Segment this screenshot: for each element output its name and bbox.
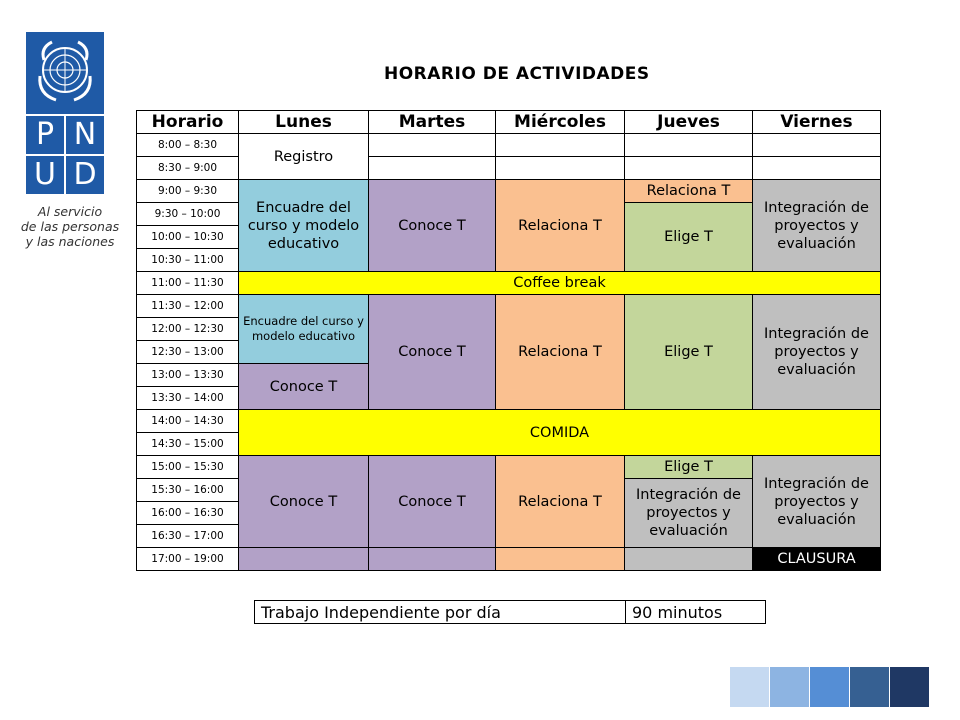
un-emblem-icon bbox=[26, 32, 104, 114]
table-row bbox=[137, 134, 881, 157]
empty-cell bbox=[625, 134, 753, 157]
time-cell: 15:30 – 16:00 bbox=[137, 479, 239, 502]
encuadre-cell: Encuadre del curso y modelo educativo bbox=[239, 180, 369, 272]
time-cell: 8:30 – 9:00 bbox=[137, 157, 239, 180]
integracion-cell: Integración de proyectos y evaluación bbox=[625, 479, 753, 548]
comida-cell: COMIDA bbox=[239, 410, 881, 456]
time-cell: 10:30 – 11:00 bbox=[137, 249, 239, 272]
time-cell: 14:30 – 15:00 bbox=[137, 433, 239, 456]
relaciona-cell: Relaciona T bbox=[496, 295, 625, 410]
relaciona-cell: Relaciona T bbox=[625, 180, 753, 203]
empty-cell bbox=[753, 134, 881, 157]
table-row bbox=[137, 180, 881, 203]
tagline-line-3: y las naciones bbox=[25, 234, 115, 249]
purple-cell bbox=[239, 548, 369, 571]
header-lunes: Lunes bbox=[239, 111, 369, 134]
time-cell: 9:30 – 10:00 bbox=[137, 203, 239, 226]
clausura-cell: CLAUSURA bbox=[753, 548, 881, 571]
time-cell: 11:30 – 12:00 bbox=[137, 295, 239, 318]
elige-cell: Elige T bbox=[625, 295, 753, 410]
integracion-cell: Integración de proyectos y evaluación bbox=[753, 180, 881, 272]
header-jueves: Jueves bbox=[625, 111, 753, 134]
registro-cell: Registro bbox=[239, 134, 369, 180]
tagline-line-2: de las personas bbox=[20, 219, 120, 234]
elige-cell: Elige T bbox=[625, 203, 753, 272]
header-row bbox=[137, 111, 881, 134]
purple-cell bbox=[369, 548, 496, 571]
empty-cell bbox=[369, 157, 496, 180]
elige-cell: Elige T bbox=[625, 456, 753, 479]
conoce-cell: Conoce T bbox=[369, 456, 496, 548]
summary-label: Trabajo Independiente por día bbox=[255, 601, 626, 624]
table-row bbox=[137, 456, 881, 479]
empty-cell bbox=[625, 157, 753, 180]
time-cell: 12:00 – 12:30 bbox=[137, 318, 239, 341]
summary-table bbox=[254, 600, 766, 624]
time-cell: 10:00 – 10:30 bbox=[137, 226, 239, 249]
logo-tagline bbox=[20, 204, 120, 249]
empty-cell bbox=[369, 134, 496, 157]
time-cell: 9:00 – 9:30 bbox=[137, 180, 239, 203]
page-title: HORARIO DE ACTIVIDADES bbox=[384, 64, 650, 84]
gray-cell bbox=[625, 548, 753, 571]
integracion-cell: Integración de proyectos y evaluación bbox=[753, 295, 881, 410]
orange-cell bbox=[496, 548, 625, 571]
conoce-cell: Conoce T bbox=[369, 295, 496, 410]
time-cell: 11:00 – 11:30 bbox=[137, 272, 239, 295]
square-4 bbox=[850, 667, 889, 707]
header-viernes: Viernes bbox=[753, 111, 881, 134]
table-row bbox=[137, 548, 881, 571]
time-cell: 15:00 – 15:30 bbox=[137, 456, 239, 479]
empty-cell bbox=[496, 157, 625, 180]
integracion-cell: Integración de proyectos y evaluación bbox=[753, 456, 881, 548]
time-cell: 12:30 – 13:00 bbox=[137, 341, 239, 364]
square-5 bbox=[890, 667, 929, 707]
schedule-table bbox=[136, 110, 881, 571]
time-cell: 13:00 – 13:30 bbox=[137, 364, 239, 387]
header-miercoles: Miércoles bbox=[496, 111, 625, 134]
logo-letter-n: N bbox=[66, 116, 104, 154]
square-2 bbox=[770, 667, 809, 707]
conoce-cell: Conoce T bbox=[239, 364, 369, 410]
relaciona-cell: Relaciona T bbox=[496, 456, 625, 548]
logo-letter-u: U bbox=[26, 156, 64, 194]
un-emblem bbox=[26, 32, 104, 114]
empty-cell bbox=[496, 134, 625, 157]
empty-cell bbox=[753, 157, 881, 180]
time-cell: 16:00 – 16:30 bbox=[137, 502, 239, 525]
header-horario: Horario bbox=[137, 111, 239, 134]
encuadre-cell: Encuadre del curso y modelo educativo bbox=[239, 295, 369, 364]
header-martes: Martes bbox=[369, 111, 496, 134]
conoce-cell: Conoce T bbox=[369, 180, 496, 272]
time-cell: 17:00 – 19:00 bbox=[137, 548, 239, 571]
time-cell: 13:30 – 14:00 bbox=[137, 387, 239, 410]
time-cell: 14:00 – 14:30 bbox=[137, 410, 239, 433]
table-row bbox=[137, 410, 881, 433]
summary-row bbox=[255, 601, 766, 624]
summary-value: 90 minutos bbox=[626, 601, 766, 624]
relaciona-cell: Relaciona T bbox=[496, 180, 625, 272]
table-row bbox=[137, 295, 881, 318]
table-row bbox=[137, 272, 881, 295]
tagline-line-1: Al servicio bbox=[37, 204, 103, 219]
coffee-break-cell: Coffee break bbox=[239, 272, 881, 295]
square-1 bbox=[730, 667, 769, 707]
time-cell: 16:30 – 17:00 bbox=[137, 525, 239, 548]
logo-letter-p: P bbox=[26, 116, 64, 154]
logo-letter-d: D bbox=[66, 156, 104, 194]
square-3 bbox=[810, 667, 849, 707]
conoce-cell: Conoce T bbox=[239, 456, 369, 548]
time-cell: 8:00 – 8:30 bbox=[137, 134, 239, 157]
